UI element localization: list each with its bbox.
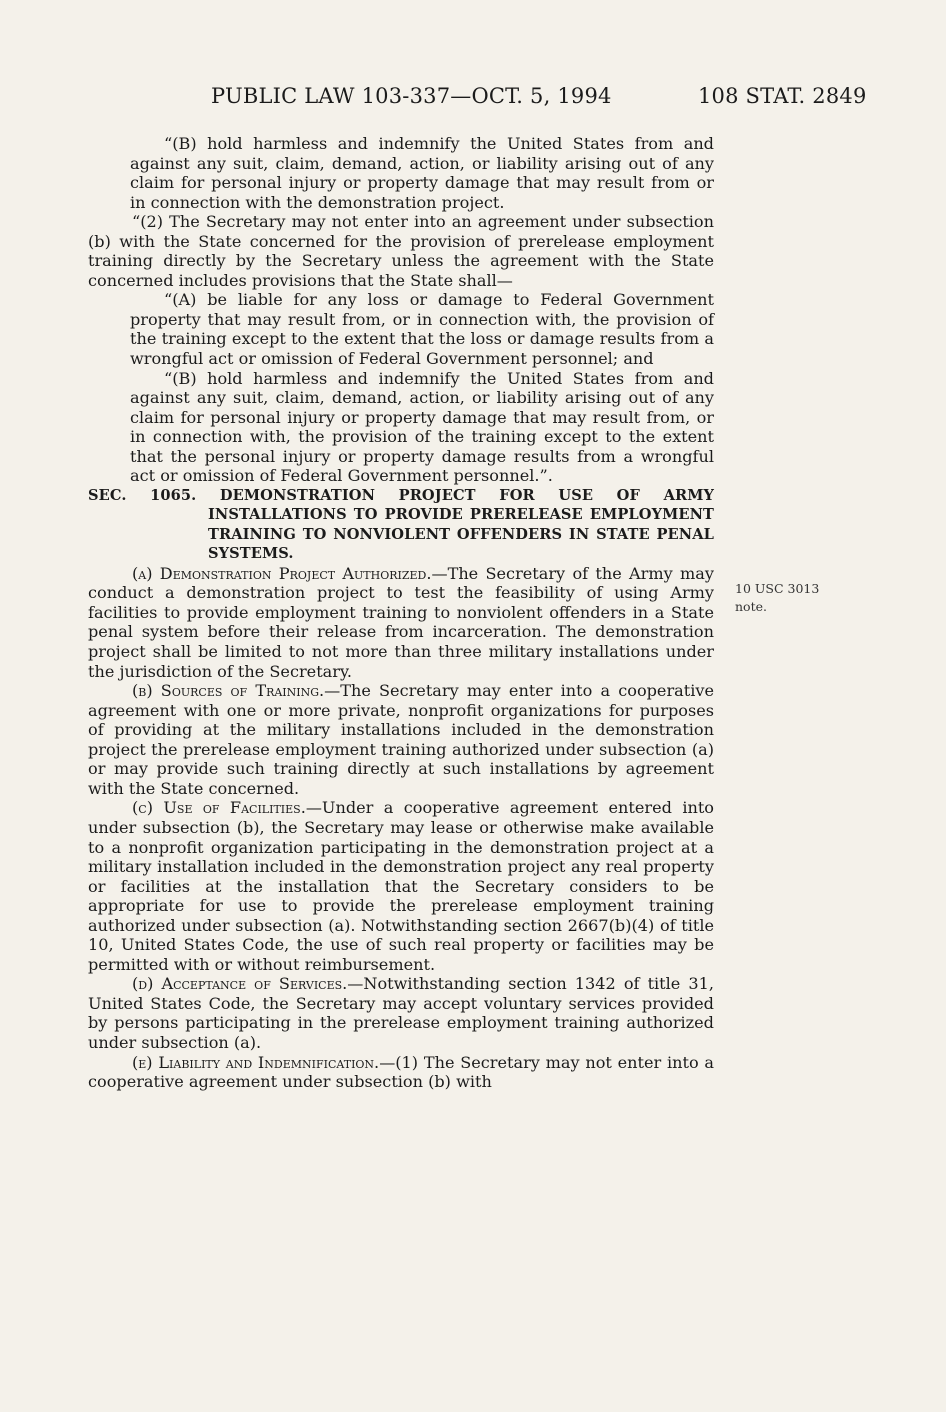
subsection-heading: (c) Use of Facilities. (132, 798, 306, 818)
subsection-d (88, 974, 714, 1052)
subsection-a (88, 564, 714, 681)
subsection-heading: (a) Demonstration Project Authorized. (132, 563, 432, 583)
statute-page-number: 108 STAT. 2849 (698, 84, 867, 108)
subsection-e (88, 1053, 714, 1092)
subsection-heading: (b) Sources of Training. (132, 681, 325, 701)
subsection-b (88, 681, 714, 798)
subsection-c (88, 798, 714, 974)
margin-note-label: note. (735, 599, 767, 614)
subsection-text: —(1) The Secretary may not enter into a cooperative agreement under subsection (b) with (88, 1052, 715, 1092)
subsection-text: —The Secretary may enter into a cooperative agreement with one or more private, nonprofit organizations for purposes of providing at the military installations included in the demonstration project the prerelease employment training authorized under subsection (a) or may provide such training directly at such installations by agreement with the State concerned. (88, 681, 714, 798)
paragraph: “(2) The Secretary may not enter into an agreement under subsection (b) with the State concerned for the provision of prerelease employment training directly by the Secretary unless the agreement with the State concerned includes provisions that the State shall— (88, 212, 714, 290)
subsection-text: —Notwithstanding section 1342 of title 31, United States Code, the Secretary may accept voluntary services provided by persons participating in the prerelease employment training authorized under subsection (a). (88, 974, 715, 1052)
subsection-text: —Under a cooperative agreement entered into under subsection (b), the Secretary may lease or otherwise make available to a nonprofit organization participating in the demonstration project at a military installation included in the demonstration project any real property or facilities at the installation that the Secretary considers to be appropriate for use to provide the prerelease employment training authorized under subsection (a). Notwithstanding section 2667(b)(4) of title 10, United States Code, the use of such real property or facilities may be permitted with or without reimbursement. (88, 798, 714, 974)
margin-note (735, 580, 885, 616)
clause-block (88, 290, 714, 485)
paragraph: “(B) hold harmless and indemnify the United States from and against any suit, claim, demand, action, or liability arising out of any claim for personal injury or property damage that may result from, or in connection with, the provision of the training except to the extent that the personal injury or property damage results from a wrongful act or omission of Federal Government personnel.”. (130, 368, 714, 486)
subsection-heading: (d) Acceptance of Services. (132, 974, 348, 994)
paragraph: “(B) hold harmless and indemnify the United States from and against any suit, claim, demand, action, or liability arising out of any claim for personal injury or property damage that may result from or in connection with the demonstration project. (130, 134, 714, 212)
body-text (88, 134, 714, 1092)
running-head-title: PUBLIC LAW 103-337—OCT. 5, 1994 (211, 84, 612, 108)
clause-b-block (88, 134, 714, 212)
paragraph: “(A) be liable for any loss or damage to Federal Government property that may result from, or in connection with, the provision of the training except to the extent that the loss or damage results from a wrongful act or omission of Federal Government personnel; and (130, 290, 714, 369)
margin-note-citation: 10 USC 3013 (735, 581, 820, 596)
running-head (0, 84, 946, 114)
subsection-heading: (e) Liability and Indemnification. (132, 1052, 380, 1072)
section-heading: SEC. 1065. DEMONSTRATION PROJECT FOR USE OF ARMY INSTALLATIONS TO PROVIDE PRERELEASE EMPLOYMENT TRAINING TO NONVIOLENT OFFENDERS IN STATE PENAL SYSTEMS. (88, 486, 714, 563)
subsection-text: —The Secretary of the Army may conduct a demonstration project to test the feasibility of using Army facilities to provide employment training to nonviolent offenders in a State penal system before their release from incarceration. The demonstration project shall be limited to not more than three military installations under the jurisdiction of the Secretary. (88, 563, 714, 681)
